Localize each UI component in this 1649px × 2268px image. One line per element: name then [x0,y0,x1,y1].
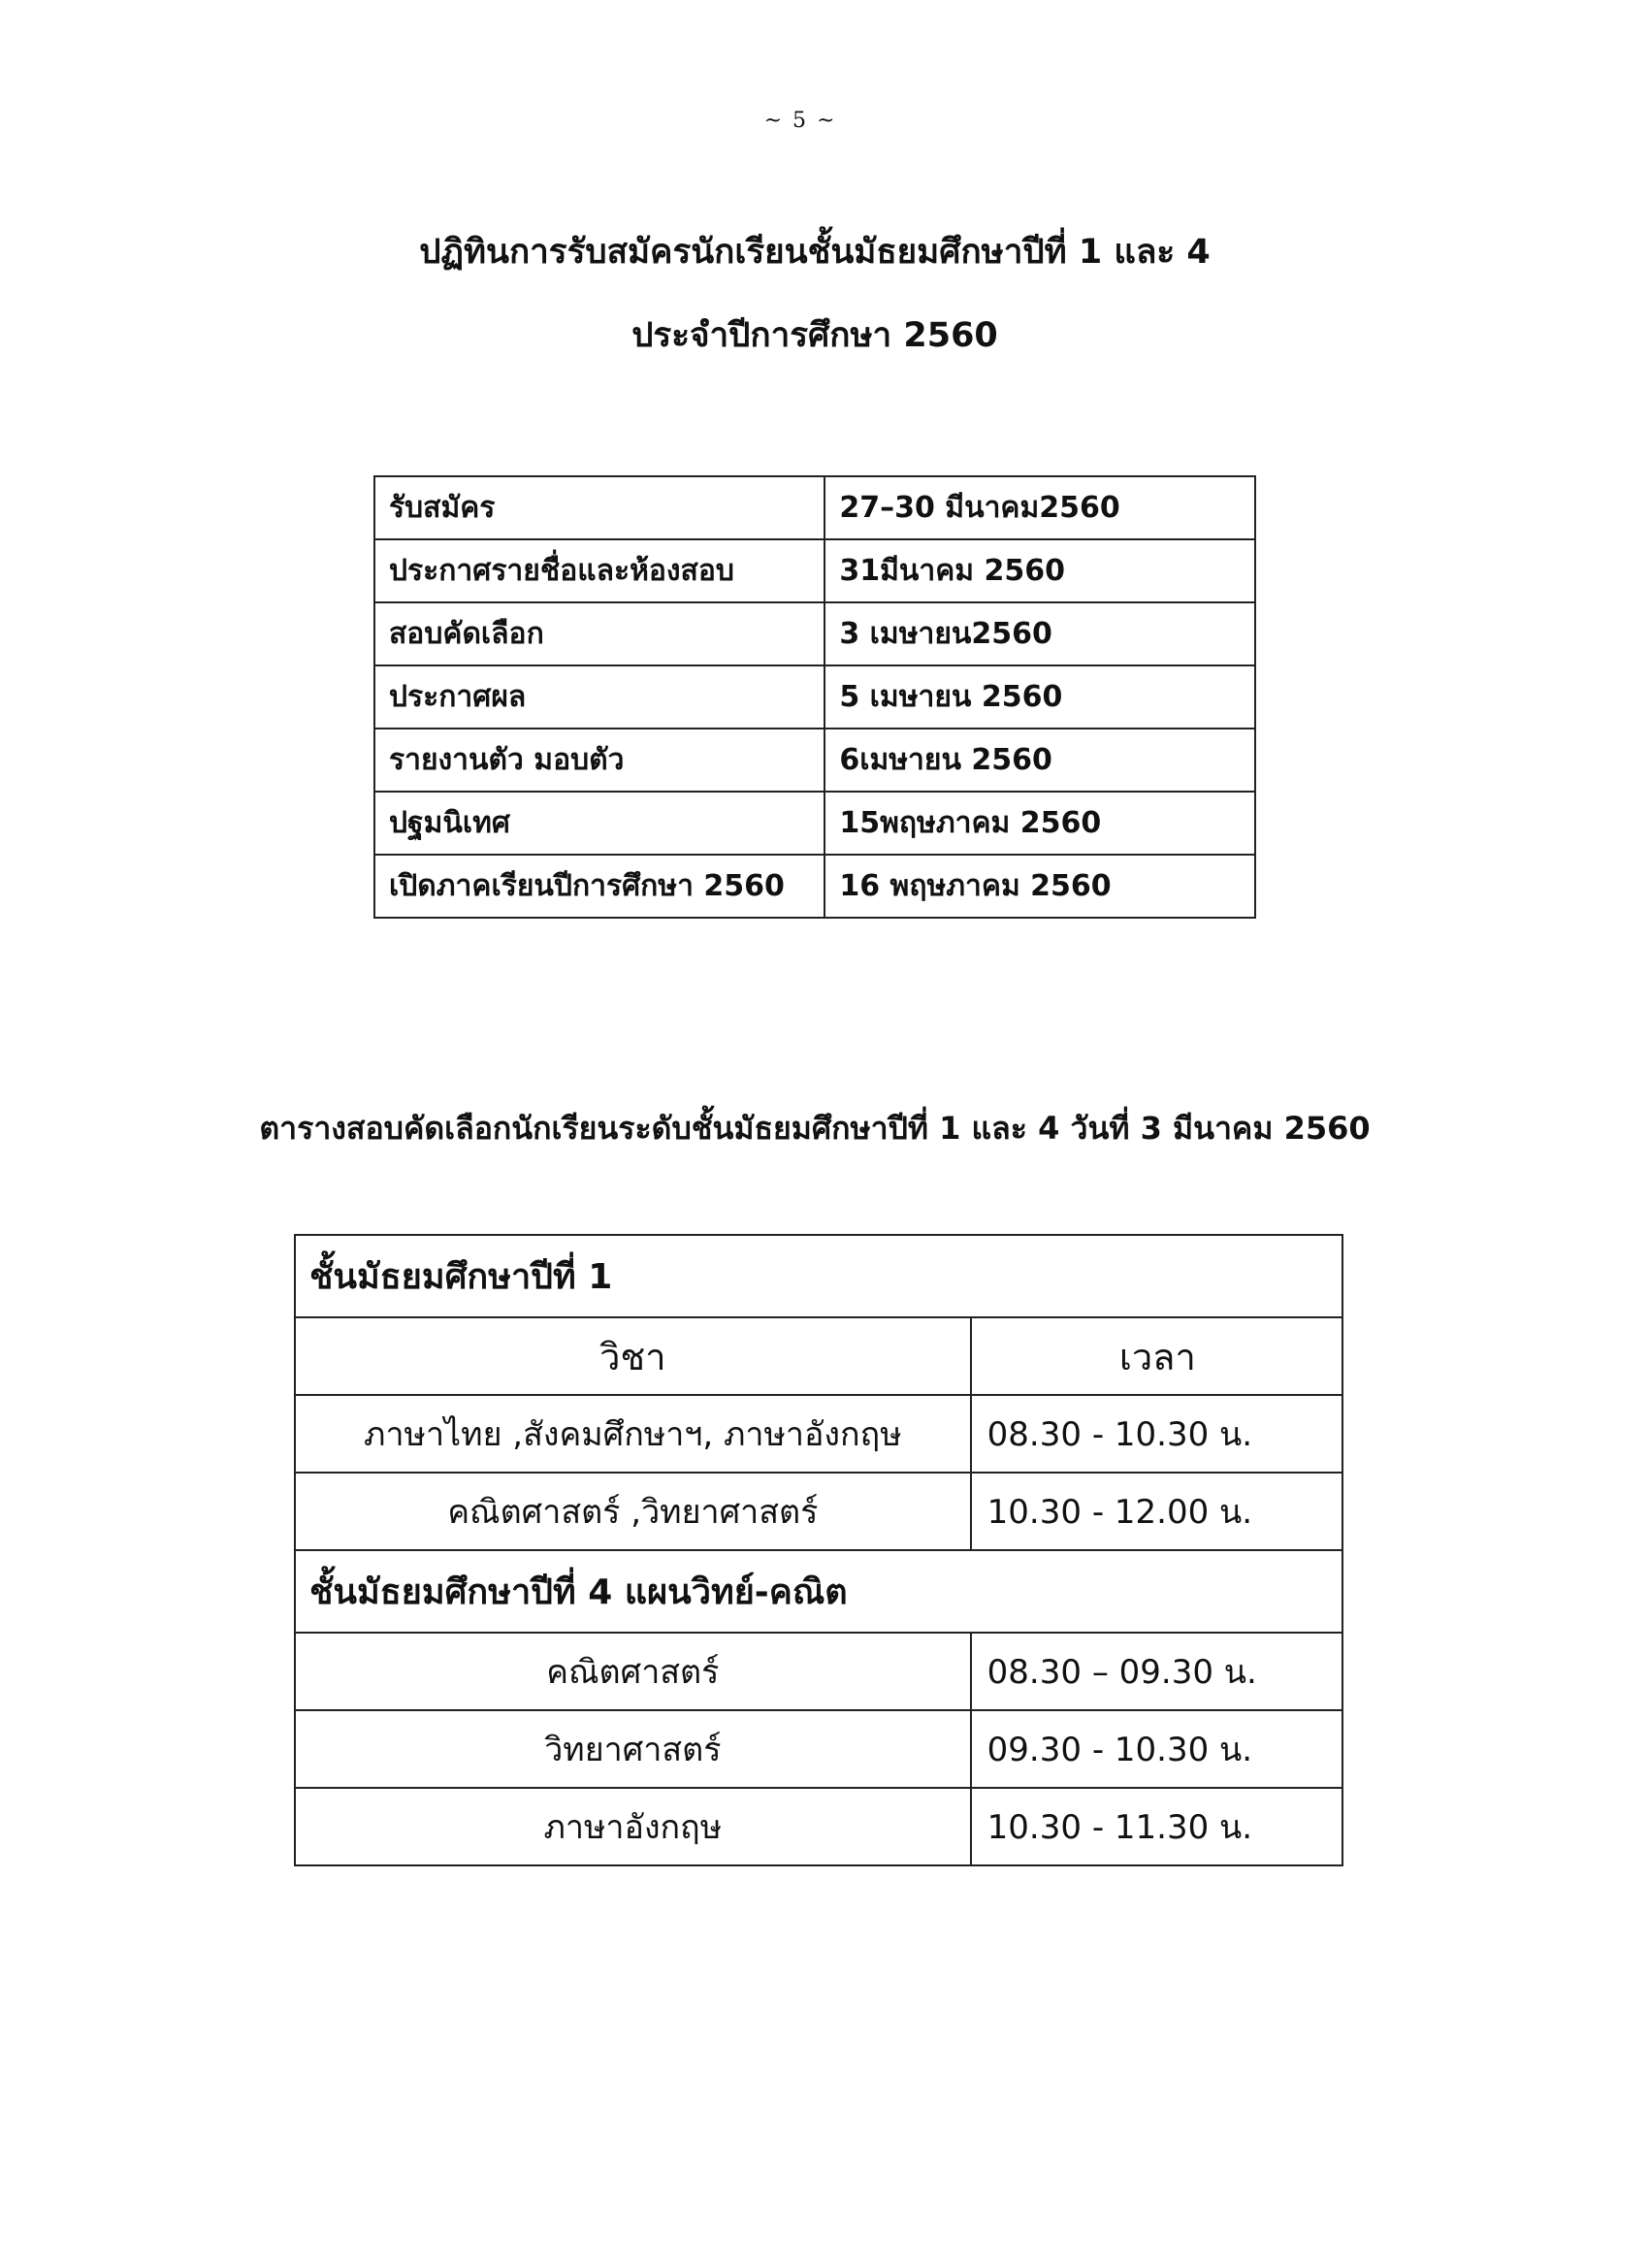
calendar-date: 31มีนาคม 2560 [824,539,1255,602]
grade4-title: ชั้นมัธยมศึกษาปีที่ 4 แผนวิทย์-คณิต [295,1550,1342,1633]
table-row [374,476,1255,539]
exam-schedule-heading: ตารางสอบคัดเลือกนักเรียนระดับชั้นมัธยมศึกษาปีที่ 1 และ 4 วันที่ 3 มีนาคม 2560 [259,1110,1371,1147]
subject-column-header: วิชา [295,1317,971,1395]
table-header-row [295,1317,1342,1395]
table-row [295,1710,1342,1788]
grade1-title: ชั้นมัธยมศึกษาปีที่ 1 [295,1235,1342,1317]
time-column-header: เวลา [971,1317,1342,1395]
table-row [374,539,1255,602]
calendar-date: 6เมษายน 2560 [824,729,1255,792]
document-title: ปฏิทินการรับสมัครนักเรียนชั้นมัธยมศึกษาปีที่ 1 และ 4 [419,233,1211,272]
exam-subject: ภาษาอังกฤษ [295,1788,971,1865]
table-row [374,602,1255,665]
exam-subject: วิทยาศาสตร์ [295,1710,971,1788]
calendar-date: 5 เมษายน 2560 [824,665,1255,729]
exam-time: 08.30 – 09.30 น. [971,1633,1342,1710]
calendar-event: ประกาศรายชื่อและห้องสอบ [374,539,824,602]
table-row [295,1395,1342,1473]
table-row [374,855,1255,918]
exam-time: 08.30 - 10.30 น. [971,1395,1342,1473]
calendar-date: 3 เมษายน2560 [824,602,1255,665]
page-number: ~ 5 ~ [763,109,837,133]
table-row [295,1633,1342,1710]
table-row [374,665,1255,729]
document-subtitle: ประจำปีการศึกษา 2560 [631,316,998,355]
calendar-event: เปิดภาคเรียนปีการศึกษา 2560 [374,855,824,918]
admission-calendar-table [373,475,1256,919]
exam-time: 09.30 - 10.30 น. [971,1710,1342,1788]
calendar-date: 15พฤษภาคม 2560 [824,792,1255,855]
calendar-date: 16 พฤษภาคม 2560 [824,855,1255,918]
calendar-event: สอบคัดเลือก [374,602,824,665]
exam-subject: ภาษาไทย ,สังคมศึกษาฯ, ภาษาอังกฤษ [295,1395,971,1473]
exam-subject: คณิตศาสตร์ ,วิทยาศาสตร์ [295,1473,971,1550]
calendar-event: รับสมัคร [374,476,824,539]
table-row [295,1473,1342,1550]
exam-time: 10.30 - 11.30 น. [971,1788,1342,1865]
exam-subject: คณิตศาสตร์ [295,1633,971,1710]
exam-time: 10.30 - 12.00 น. [971,1473,1342,1550]
table-row [295,1788,1342,1865]
grade1-section-row [295,1235,1342,1317]
table-row [374,729,1255,792]
exam-schedule-table [294,1234,1343,1866]
table-row [374,792,1255,855]
calendar-date: 27–30 มีนาคม2560 [824,476,1255,539]
calendar-event: ประกาศผล [374,665,824,729]
calendar-event: รายงานตัว มอบตัว [374,729,824,792]
grade4-section-row [295,1550,1342,1633]
calendar-event: ปฐมนิเทศ [374,792,824,855]
